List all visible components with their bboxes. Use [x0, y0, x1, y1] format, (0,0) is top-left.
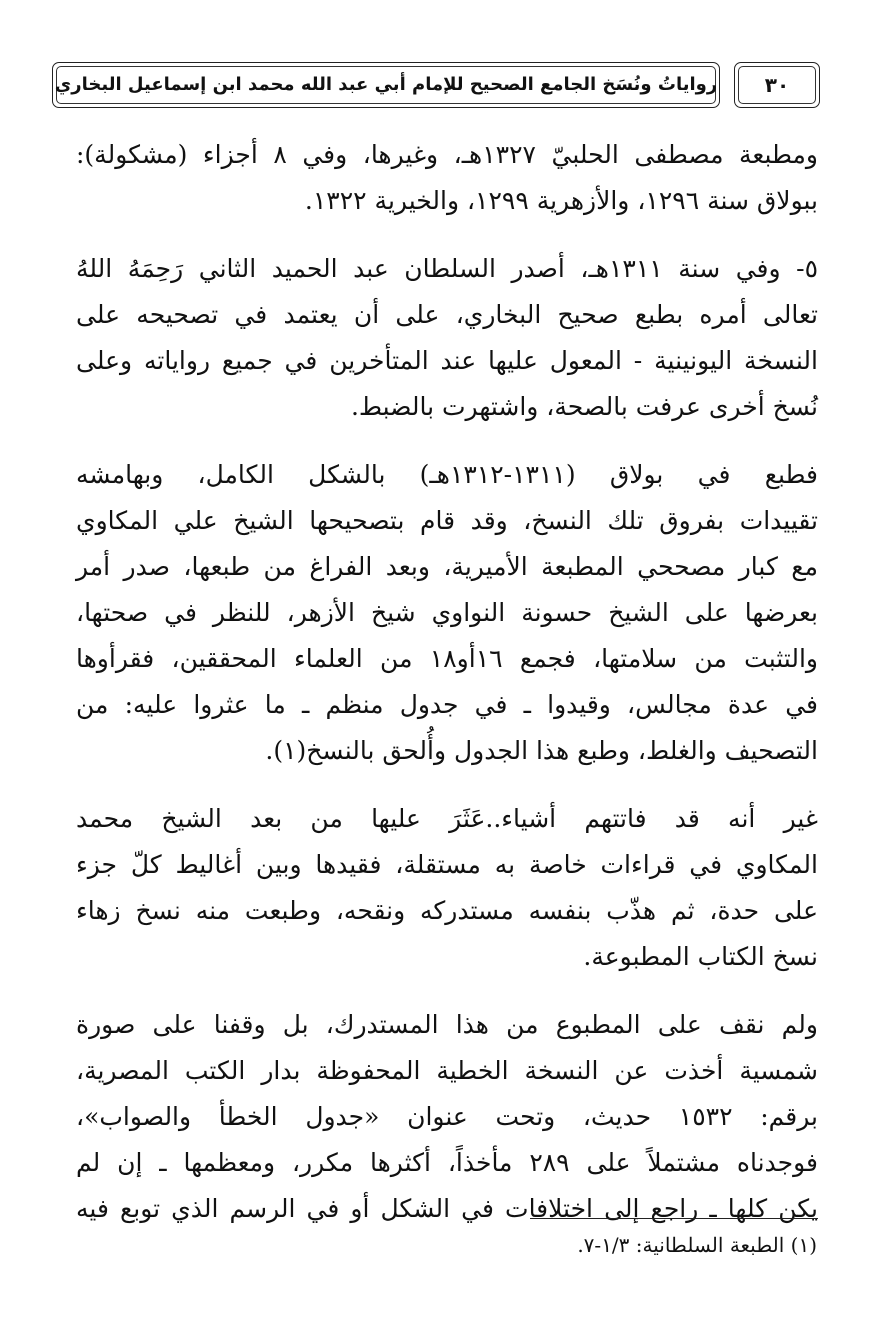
text-line: ببولاق سنة ١٢٩٦، والأزهرية ١٢٩٩، والخيرية ١٣٢٢. — [304, 186, 818, 215]
text-line: المكاوي في قراءات خاصة به مستقلة، فقيدها وبين أغاليط كلّ جزء — [76, 850, 818, 879]
running-header — [52, 62, 820, 108]
text-line: غير أنه قد فاتتهم أشياء..عَثَرَ عليها من بعد الشيخ محمد — [76, 804, 818, 833]
text-line: برقم: ١٥٣٢ حديث، وتحت عنوان «جدول الخطأ والصواب»، — [76, 1102, 818, 1131]
text-line: التصحيف والغلط، وطبع هذا الجدول وأُلحق بالنسخ(١). — [265, 736, 818, 765]
paragraph-5 — [76, 1002, 818, 1232]
text-line: يكن كلها ـ راجع إلى اختلافات في الشكل أو في الرسم الذي توبع فيه — [76, 1194, 818, 1223]
body-text — [76, 132, 818, 1254]
footnote: (١) الطبعة السلطانية: ١/٣-٧. — [577, 1233, 817, 1257]
text-line: فطبع في بولاق (١٣١١-١٣١٢هـ) بالشكل الكامل، وبهامشه — [76, 460, 818, 489]
page-number: ٣٠ — [764, 73, 790, 97]
text-line: نُسخ أخرى عرفت بالصحة، واشتهرت بالضبط. — [350, 392, 818, 421]
text-line: مع كبار مصححي المطبعة الأميرية، وبعد الفراغ من طبعها، صدر أمر — [76, 552, 818, 581]
text-line: على حدة، ثم هذّب بنفسه مستدركه ونقحه، وطبعت منه نسخ زهاء — [76, 896, 819, 925]
paragraph-3 — [76, 452, 818, 774]
text-line: ٥- وفي سنة ١٣١١هـ، أصدر السلطان عبد الحميد الثاني رَحِمَهُ اللهُ — [76, 254, 818, 283]
text-line: ومطبعة مصطفى الحلبيّ ١٣٢٧هـ، وغيرها، وفي ٨ أجزاء (مشكولة): — [76, 140, 818, 169]
footnote-separator — [530, 1218, 818, 1219]
text-line: شمسية أخذت عن النسخة الخطية المحفوظة بدار الكتب المصرية، — [76, 1056, 818, 1085]
text-line: تعالى أمره بطبع صحيح البخاري، على أن يعتمد في تصحيحه على — [76, 300, 818, 329]
text-line: والتثبت من سلامتها، فجمع ١٦أو١٨ من العلماء المحققين، فقرأوها — [76, 644, 818, 673]
text-line: بعرضها على الشيخ حسونة النواوي شيخ الأزهر، للنظر في صحتها، — [76, 598, 818, 627]
text-line: النسخة اليونينية - المعول عليها عند المتأخرين في جميع رواياته وعلى — [76, 346, 818, 375]
text-line: ولم نقف على المطبوع من هذا المستدرك، بل وقفنا على صورة — [76, 1010, 818, 1039]
paragraph-1 — [76, 132, 818, 224]
text-line: فوجدناه مشتملاً على ٢٨٩ مأخذاً، أكثرها مكرر، ومعظمها ـ إن لم — [76, 1148, 818, 1177]
text-line: تقييدات بفروق تلك النسخ، وقد قام بتصحيحها الشيخ علي المكاوي — [76, 506, 818, 535]
paragraph-2 — [76, 246, 818, 430]
paragraph-4 — [76, 796, 818, 980]
text-line: نسخ الكتاب المطبوعة. — [583, 942, 818, 971]
header-title: رواياتُ ونُسَخ الجامع الصحيح للإمام أبي عبد الله محمد ابن إسماعيل البخاري — [54, 74, 718, 95]
text-line: في عدة مجالس، وقيدوا ـ في جدول منظم ـ ما عثروا عليه: من — [76, 690, 818, 719]
